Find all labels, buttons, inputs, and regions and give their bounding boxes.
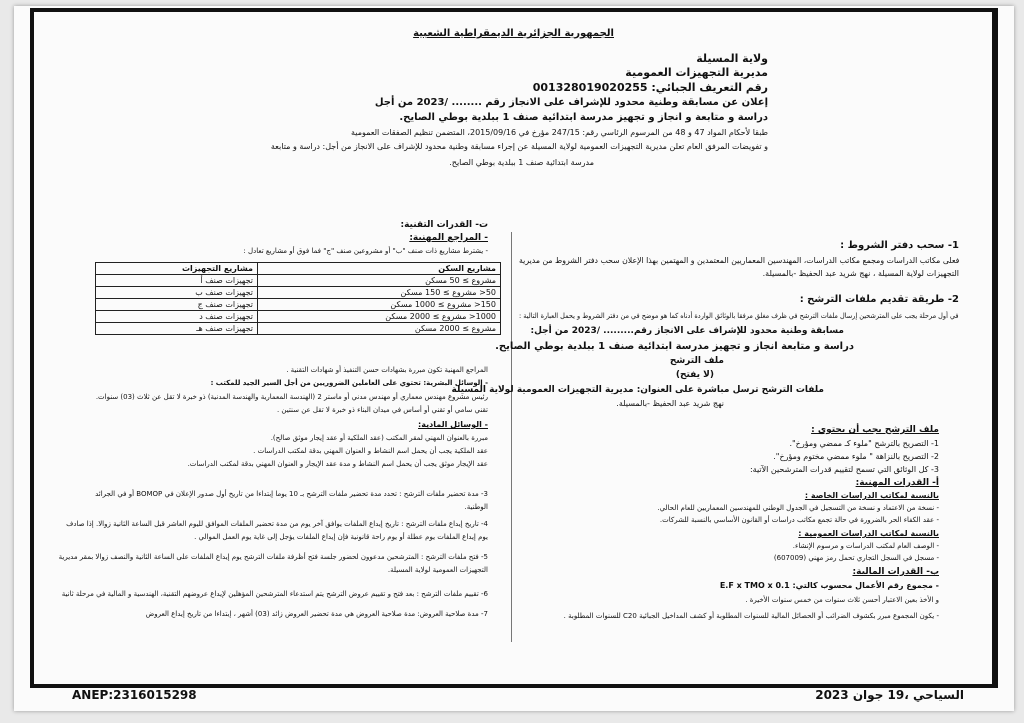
technical-capacity-title: ت- القدرات التقنية:	[400, 220, 488, 230]
table-row	[96, 323, 501, 335]
legal-text-3: مدرسة ابتدائية صنف 1 ببلدية بوطي الصايح.	[449, 158, 594, 167]
material-resources-line-3: عقد الإيجار موثق يجب أن يحمل اسم النشاط و مدة عقد الإيجار و العنوان المهني بدقة لمكتب الدراسات.	[187, 460, 488, 468]
professional-refs-line-2: المراجع المهنية تكون مبررة بشهادات حسن التنفيذ أو شهادات التقنية .	[286, 366, 488, 374]
public-offices-title: بالنسبة لمكاتب الدراسات العمومية :	[798, 529, 939, 538]
republic-title: الجمهورية الجزائرية الديمقراطية الشعبية	[413, 28, 614, 39]
professional-capacity-title: أ- القدرات المهنية:	[855, 478, 939, 488]
tax-id: رقم التعريف الجبائي: 001328019020255	[532, 81, 768, 94]
human-resources-line-1: رئيس مشروع مهندس معماري أو مهندس مدني أو ماستر 2 (الهندسة المعمارية والهندسة المدنية) ذو خبرة لا تقل عن ثلاث (03) سنوات.	[95, 393, 488, 401]
table-cell: 1000< مشروع ≥ 2000 مسكن	[258, 311, 501, 323]
private-offices-title: بالنسبة لمكاتب الدراسات الخاصة :	[804, 491, 939, 500]
public-offices-line-1: - الوصف العام لمكتب الدراسات و مرسوم الإنشاء.	[792, 542, 939, 550]
legal-text-1: طبقا لأحكام المواد 47 و 48 من المرسوم الرئاسي رقم: 247/15 مؤرخ في 2015/09/16، المتضمن تنظيم الصفقات العمومية	[351, 128, 768, 137]
table-cell: تجهيزات صنف ب	[96, 287, 258, 299]
announcement-title: إعلان عن مسابقة وطنية محدود للإشراف على الانجاز رقم ........ /2023 من أجل	[374, 97, 768, 108]
categories-table	[95, 262, 501, 335]
table-cell: 150< مشروع ≥ 1000 مسكن	[258, 299, 501, 311]
section-2-line-1: في أول مرحلة يجب على المترشحين إرسال ملفات الترشح في ظرف مغلق مرفقا بالوثائق الواردة أدناه كما هو موضح في من دفتر الشروط و يحمل العبارة التالية :	[519, 312, 959, 320]
section-5-line-1: 5- فتح ملفات الترشح : المترشحين مدعوون لحضور جلسة فتح أظرفة ملفات الترشح يوم إيداع الملفات على الساعة الثانية والنصف زوالا بمقر مديرية	[58, 553, 488, 561]
table-header-row	[96, 263, 501, 275]
table-cell: 50< مشروع ≥ 150 مسكن	[258, 287, 501, 299]
project-title: دراسة و متابعة و انجاز و تجهيز مدرسة ابتدائية صنف 1 ببلدية بوطي الصايح.	[399, 112, 768, 123]
legal-text-2: و تفويضات المرفق العام تعلن مديرية التجهيزات العمومية لولاية المسيلة عن إجراء مسابقة وطنية محدود للإشراف على الانجاز من أجل: دراسة و متابعة	[270, 142, 768, 151]
public-offices-line-2: - مسجل في السجل التجاري تحمل رمز مهني (607009)	[773, 554, 939, 562]
section-5-line-2: التجهيزات العمومية لولاية المسيلة.	[387, 566, 488, 574]
section-1-line-2: التجهيزات لولاية المسيلة ، نهج شريد عبد الحفيظ -بالمسيلة.	[762, 269, 959, 278]
section-3-line-2: الوطنية.	[464, 503, 488, 511]
section-3-line-1: 3- مدة تحضير ملفات الترشح : تحدد مدة تحضير ملفات الترشح بـ 10 يوما إبتداءا من تاريخ أول صدور الإعلان في BOMOP أو في الجرائد	[95, 490, 488, 498]
file-item-3: 3- كل الوثائق التي تسمح لتقييم قدرات المترشحين الآتية:	[749, 465, 939, 474]
section-7-line-1: 7- مدة صلاحية العروض: مدة صلاحية العروض هي مدة تحضير العروض زائد (03) أشهر ، إبتداءا من تاريخ إيداع العروض	[145, 610, 488, 618]
anep-number: ANEP:2316015298	[72, 688, 197, 702]
financial-line-3: - يكون المجموع مبرر بكشوف الضرائب أو الحصائل المالية للسنوات المطلوبة أو كشف المداخيل الجبائية C20 للسنوات المطلوبة .	[563, 612, 939, 620]
section-2-do-not-open: (لا يفتح)	[675, 370, 714, 380]
section-2-title: 2- طريقة تقديم ملفات الترشح :	[799, 294, 959, 305]
table-row	[96, 287, 501, 299]
professional-refs-line-1: - يشترط مشاريع ذات صنف "ب" أو مشروعين صنف "ج" فما فوق أو مشاريع تعادل :	[243, 247, 488, 255]
section-1-title: 1- سحب دفتر الشروط :	[840, 240, 959, 251]
section-2-line-3: دراسة و متابعة انجاز و تجهيز مدرسة ابتدائية صنف 1 ببلدية بوطي الصايح.	[495, 341, 854, 352]
material-resources-title: - الوسائل المادية:	[418, 420, 488, 429]
material-resources-line-1: مبررة بالعنوان المهني لمقر المكتب (عقد الملكية أو عقد إيجار موثق صالح).	[270, 434, 488, 442]
section-6-line-1: 6- تقييم ملفات الترشح : بعد فتح و تقييم عروض الترشح يتم استدعاء المترشحين المؤهلين لإيداع عروضهم التقنية، الهندسية و المالية في مرحلة ثانية	[61, 590, 488, 598]
table-cell: تجهيزات صنف د	[96, 311, 258, 323]
table-cell: مشروع ≥ 50 مسكن	[258, 275, 501, 287]
table-cell: مشروع ≥ 2000 مسكن	[258, 323, 501, 335]
table-header-equipment: مشاريع التجهيزات	[96, 263, 258, 275]
section-2-file-label: ملف الترشح	[669, 356, 724, 366]
table-cell: تجهيزات صنف أ	[96, 275, 258, 287]
professional-refs-title: - المراجع المهنية:	[409, 233, 488, 243]
table-row	[96, 275, 501, 287]
section-4-line-2: يوم إيداع الملفات يوم عطلة أو يوم راحة قانونية فإن إيداع الملفات يؤجل إلى غاية يوم العمل الموالي .	[194, 533, 488, 541]
section-2-line-2: مسابقة وطنية محدود للإشراف على الانجاز رقم......... /2023 من أجل:	[530, 326, 844, 336]
human-resources-line-2: تقني سامي أو تقني أو أساس في ميدان البناء ذو خبرة لا تقل عن سنتين .	[276, 406, 488, 414]
table-row	[96, 299, 501, 311]
financial-capacity-title: ب- القدرات المالية:	[852, 567, 939, 577]
table-cell: تجهيزات صنف هـ	[96, 323, 258, 335]
table-cell: تجهيزات صنف ج	[96, 299, 258, 311]
financial-line-2: و الأخذ بعين الاعتبار أحسن ثلاث سنوات من خمس سنوات الأخيرة .	[745, 596, 939, 604]
private-offices-line-1: - نسخة من الاعتماد و نسخة من التسجيل في الجدول الوطني للمهندسين المعماريين للعام الحالي.	[657, 504, 939, 512]
financial-line-1: - مجموع رقم الأعمال محسوب كالتي: E.F x TMO x 0.1	[719, 581, 939, 590]
material-resources-line-2: عقد الملكية يجب أن يحمل اسم النشاط و العنوان المهني بدقة لمكتب الدراسات .	[253, 447, 488, 455]
directorate-name: مديرية التجهيزات العمومية	[625, 66, 768, 79]
column-divider	[511, 232, 512, 642]
issue-date: السياحي ،19 جوان 2023	[815, 688, 964, 702]
wilaya-name: ولاية المسيلة	[696, 52, 768, 65]
section-1-line-1: فعلى مكاتب الدراسات ومجمع مكاتب الدراسات، المهندسين المعماريين المعتمدين و المهتمين بهذا الإعلان سحب دفتر الشروط من مديرية	[518, 256, 959, 265]
file-item-2: 2- التصريح بالنزاهة " ملوء ممضي مختوم ومؤرخ".	[773, 452, 939, 461]
human-resources-title: - الوسائل البشرية: تحتوي على العاملين الضروريين من أجل السير الجيد للمكتب :	[210, 379, 488, 387]
section-2-address: ملفات الترشح ترسل مباشرة على العنوان: مديرية التجهيزات العمومية لولاية المسيلة	[451, 385, 824, 395]
file-item-1: 1- التصريح بالترشح "ملوء كـ ممضي ومؤرخ".	[789, 439, 939, 448]
section-4-line-1: 4- تاريخ إيداع ملفات الترشح : تاريخ إيداع الملفات يوافق آخر يوم من مدة تحضير الملفات الموافق لليوم العاشر قبل الساعة الثانية زوالا. إذا صادف	[66, 520, 488, 528]
private-offices-line-2: - عقد الكفاء الحر بالضرورة في حالة تجمع مكاتب دراسات أو القانون الأساسي بالنسبة للشركات.	[659, 516, 939, 524]
table-header-housing: مشاريع السكن	[258, 263, 501, 275]
section-2-street: نهج شريد عبد الحفيظ -بالمسيلة.	[616, 399, 724, 408]
file-contents-title: ملف الترشح يجب أن يحتوي :	[811, 425, 939, 435]
table-row	[96, 311, 501, 323]
